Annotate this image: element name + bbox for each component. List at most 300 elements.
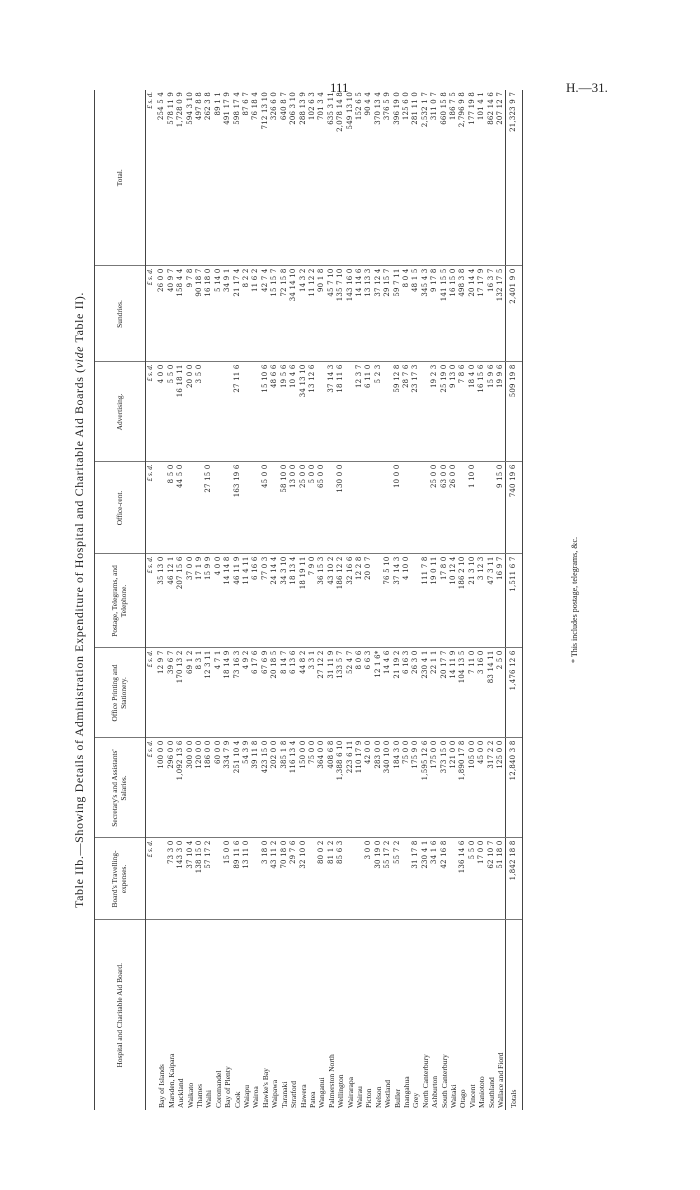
table-cell: 19 2 3	[430, 364, 439, 388]
table-cell: 31 11 9	[326, 650, 335, 679]
column-header-postage: Postage, Telegrams, and Telephone.	[95, 554, 146, 648]
table-cell: Patea	[307, 1091, 317, 1108]
table-cell: Vincent	[467, 1084, 477, 1108]
table-cell: 44 5 0	[176, 464, 185, 488]
table-cell: 45 0 0	[260, 464, 269, 488]
table-cell: 130 0 0	[336, 464, 345, 493]
board-name-column	[155, 920, 506, 1110]
table-cell: 89 11 6	[232, 840, 241, 869]
table-cell: 42 16 8	[439, 840, 448, 869]
total-column	[155, 90, 506, 266]
table-cell: Cook	[232, 1091, 242, 1108]
table-cell: 170 13 2	[176, 650, 185, 684]
table-cell: Wairau	[354, 1086, 364, 1108]
table-cell: 3 3 1	[307, 650, 316, 670]
table-cell: 21 3 10	[467, 556, 476, 585]
table-cell: 175 0 0	[430, 740, 439, 769]
table-cell: 67 6 9	[260, 650, 269, 674]
table-cell: 594 3 10	[185, 92, 194, 125]
table-cell: 143 16 0	[345, 268, 354, 302]
printing-column	[155, 648, 506, 738]
table-cell: Wanganui	[317, 1077, 327, 1108]
table-cell	[383, 365, 392, 460]
table-cell: 8 2 2	[242, 268, 251, 288]
table-cell	[383, 465, 392, 552]
table-cell: 32 16 6	[345, 556, 354, 585]
table-cell: 73 16 3	[232, 650, 241, 679]
table-cell: 15 9 9	[204, 556, 213, 580]
table-cell: 15 9 6	[486, 364, 495, 388]
table-cell: 100 0 0	[157, 740, 166, 769]
table-cell: 5 5 0	[166, 364, 175, 384]
table-cell: Buller	[392, 1089, 402, 1108]
table-cell: 62 10 7	[486, 840, 495, 869]
table-cell: 9 7 8	[185, 268, 194, 288]
column-header-travelling: Board's Travelling-expenses.	[95, 838, 146, 920]
table-cell	[421, 365, 430, 460]
units-cell: £ s. d.	[146, 648, 156, 738]
table-cell: 34 1 6	[430, 840, 439, 864]
table-cell: 9 13 0	[449, 364, 457, 388]
table-cell: 15 10 6	[260, 364, 269, 393]
table-cell: 83 14 11	[486, 650, 495, 684]
table-cell: 13 13 3	[364, 268, 373, 297]
totals-advertising: 509 19 8	[506, 362, 522, 462]
table-cell: 121 0 0	[449, 740, 457, 769]
table-cell: 423 15 0	[260, 740, 269, 774]
table-cell: 59 12 8	[392, 364, 401, 393]
table-cell: 141 15 5	[439, 268, 448, 302]
table-cell: 150 0 0	[298, 740, 307, 769]
table-cell: 20 0 0	[185, 364, 194, 388]
table-cell	[214, 465, 223, 552]
table-cell: 340 10 0	[383, 740, 392, 774]
table-cell: 39 6 7	[166, 650, 175, 674]
table-cell	[421, 465, 430, 552]
table-cell: 65 0 0	[317, 464, 326, 488]
table-cell: 184 3 0	[392, 740, 401, 769]
table-cell: 498 3 8	[458, 268, 467, 297]
table-cell: 23 17 3	[411, 364, 420, 393]
table-cell: Stratford	[289, 1081, 299, 1108]
table-cell: 8 14 7	[279, 650, 288, 674]
table-cell: Waipawa	[270, 1079, 280, 1108]
table-cell: 39 11 8	[251, 740, 260, 769]
table-cell: 46 11 9	[232, 556, 241, 585]
table-cell	[204, 365, 213, 460]
table-cell: 20 0 7	[364, 556, 373, 580]
totals-total: 21,323 9 7	[506, 90, 522, 266]
table-cell: 14 14 8	[223, 556, 232, 585]
table-cell: 10 12 4	[449, 556, 457, 585]
totals-postage: 1,511 6 7	[506, 554, 522, 648]
table-cell: 1,388 6 10	[336, 740, 345, 781]
table-cell: 578 11 9	[166, 92, 175, 125]
units-cell: £ s. d.	[146, 362, 156, 462]
table-cell: 6 6 3	[364, 650, 373, 670]
table-cell: 11 4 11	[242, 556, 251, 585]
table-cell: 15 15 7	[270, 268, 279, 297]
travelling-column	[155, 838, 506, 920]
table-cell: 12 3 7	[354, 364, 363, 388]
table-cell: 36 15 3	[317, 556, 326, 585]
table-cell: 2,796 9 8	[458, 92, 467, 128]
table-cell: 34 13 10	[298, 364, 307, 398]
table-cell: 73 3 0	[166, 840, 175, 864]
table-cell: 18 14 9	[223, 650, 232, 679]
table-cell: 25 0 0	[298, 464, 307, 488]
table-cell	[251, 365, 260, 460]
table-cell: 27 12 2	[317, 650, 326, 679]
table-cell: Wallace and Fiord	[496, 1052, 506, 1108]
table-cell: 311 0 7	[430, 92, 439, 121]
table-cell: 186 7 5	[449, 92, 457, 121]
table-cell: 125 6 0	[401, 92, 410, 121]
table-cell	[487, 465, 496, 552]
table-cell: Hawke's Bay	[260, 1068, 270, 1108]
page-reference: H.—31.	[566, 80, 608, 95]
table-cell: 51 18 0	[496, 840, 505, 869]
table-cell: 281 11 0	[411, 92, 420, 125]
table-cell: Hawera	[298, 1084, 308, 1108]
table-cell: 26 3 0	[411, 650, 420, 674]
body-row	[155, 90, 506, 1110]
table-cell: 11 12 2	[307, 268, 316, 297]
table-cell: 37 0 0	[185, 556, 194, 580]
table-cell	[458, 465, 467, 552]
table-cell: 143 3 0	[176, 840, 185, 869]
table-cell: 3 5 0	[195, 364, 204, 384]
table-cell: 4 0 0	[157, 364, 166, 384]
table-cell: North Canterbury	[420, 1054, 430, 1108]
table-cell: 55 17 2	[383, 840, 392, 869]
units-cell	[146, 920, 156, 1110]
table-cell: 47 3 11	[486, 556, 495, 585]
table-cell: 701 3 4	[317, 92, 326, 121]
table-cell: 42 7 4	[260, 268, 269, 292]
rent-column	[155, 462, 506, 554]
table-cell: 4 7 1	[213, 650, 222, 670]
table-cell	[308, 841, 317, 918]
table-cell: 15 0 0	[223, 840, 232, 864]
table-cell: 59 7 11	[392, 268, 401, 297]
table-cell: 12 9 7	[157, 650, 166, 674]
table-cell: 18 4 0	[467, 364, 476, 388]
table-cell: 12 3 11	[204, 650, 213, 679]
table-cell: 364 0 0	[317, 740, 326, 769]
table-cell: 135 7 10	[336, 268, 345, 302]
table-cell: 40 9 7	[166, 268, 175, 292]
table-cell: 300 0 0	[185, 740, 194, 769]
table-cell: 2,078 14 8	[336, 92, 345, 132]
table-cell: 3 0 0	[364, 840, 373, 860]
table-cell	[251, 841, 260, 918]
table-cell: 29 7 6	[289, 840, 298, 864]
table-cell: 22 1 1	[430, 650, 439, 674]
table-cell: 45 7 10	[326, 268, 335, 297]
table-cell: 3 16 0	[477, 650, 486, 674]
table-cell: 34 9 1	[223, 268, 232, 292]
salaries-column	[155, 738, 506, 838]
table-cell: 27 15 0	[204, 464, 213, 493]
table-cell: 85 6 3	[336, 840, 345, 864]
table-cell: Nelson	[373, 1086, 383, 1108]
table-cell: 90 1 8	[317, 268, 326, 292]
table-cell: 46 12 1	[166, 556, 175, 585]
footnote: * This includes postage, telegrams, &c.	[570, 536, 579, 664]
table-cell: 20 14 4	[467, 268, 476, 297]
table-cell: 5 0 0	[307, 464, 316, 484]
table-cell: Waihi	[204, 1090, 214, 1108]
table-cell: Bay of Plenty	[223, 1066, 233, 1108]
table-cell: Maniototo	[477, 1076, 487, 1108]
table-cell: 58 10 0	[279, 464, 288, 493]
table-cell: 80 0 2	[317, 840, 326, 864]
table-cell	[449, 841, 458, 918]
table-cell: 396 19 0	[392, 92, 401, 125]
table-cell: Otago	[458, 1089, 468, 1108]
table-cell: 16 18 0	[204, 268, 213, 297]
table-cell: Ashburton	[430, 1075, 440, 1108]
table-cell: 598 17 4	[232, 92, 241, 125]
table-cell: Taranaki	[279, 1081, 289, 1108]
table-cell	[346, 365, 355, 460]
table-cell: 12 1 6*	[373, 650, 382, 678]
table-cell: 20 17 7	[439, 650, 448, 679]
table-cell: 1,595 12 6	[420, 740, 429, 781]
table-cell: 2 5 0	[496, 650, 505, 670]
table-cell: 9 17 8	[430, 268, 439, 292]
table-cell: 42 0 0	[364, 740, 373, 764]
table-cell: 296 0 0	[166, 740, 175, 769]
table-cell	[355, 465, 364, 552]
table-cell: Palmerston North	[326, 1054, 336, 1108]
table-cell: 20 18 5	[270, 650, 279, 679]
column-header-sundries: Sundries.	[95, 266, 146, 362]
page-number: 111	[330, 80, 349, 95]
table-cell: 177 19 8	[467, 92, 476, 125]
postage-column	[155, 554, 506, 648]
table-cell	[214, 365, 223, 460]
table-cell: 202 0 0	[270, 740, 279, 769]
table-cell: 6 13 6	[289, 650, 298, 674]
table-cell: 14 14 6	[354, 268, 363, 297]
table-cell: 116 13 4	[289, 740, 298, 774]
table-cell	[270, 465, 279, 552]
table-cell: Grey	[411, 1092, 421, 1108]
table-cell: 186 0 0	[204, 740, 213, 769]
table-cell: Wellington	[336, 1074, 346, 1108]
table-cell: 5 2 3	[373, 364, 382, 384]
table-cell: 206 3 10	[289, 92, 298, 125]
column-header-rent: Office-rent.	[95, 462, 146, 554]
table-cell: 8 0 6	[354, 650, 363, 670]
table-cell: 549 13 10	[345, 92, 354, 130]
table-cell: 31 17 8	[411, 840, 420, 869]
table-cell: 9 15 0	[496, 464, 505, 488]
table-cell: 230 4 1	[420, 840, 429, 869]
table-cell: 1,890 17 8	[458, 740, 467, 781]
table-cell: Southland	[486, 1077, 496, 1108]
column-header-advertising: Advertising.	[95, 362, 146, 462]
table-cell: 345 4 3	[420, 268, 429, 297]
table-cell: 16 3 7	[486, 268, 495, 292]
table-cell: 48 1 5	[411, 268, 420, 292]
table-cell	[402, 841, 411, 918]
table-cell: Waitaki	[449, 1084, 458, 1108]
table-cell: 34 3 10	[279, 556, 288, 585]
table-cell: 16 9 7	[496, 556, 505, 580]
table-cell: Marsden, Kaipara	[166, 1053, 176, 1108]
table-cell: 29 15 7	[383, 268, 392, 297]
table-title-suffix: Table II).	[72, 292, 86, 346]
table-cell: 317 2 2	[486, 740, 495, 769]
table-cell: 16 18 11	[176, 364, 185, 398]
table-cell: 370 13 4	[373, 92, 382, 125]
table-cell	[364, 465, 373, 552]
units-row	[146, 90, 156, 1110]
table-cell: 120 0 0	[195, 740, 204, 769]
table-cell: Westland	[383, 1079, 393, 1108]
table-cell: 4 10 0	[401, 556, 410, 580]
table-cell	[411, 557, 420, 646]
table-cell: 44 8 2	[298, 650, 307, 674]
table-cell: 7 8 6	[458, 364, 467, 384]
table-cell: 3 12 3	[477, 556, 486, 580]
table-cell: 28 7 6	[401, 364, 410, 388]
column-header-board: Hospital and Charitable Aid Board.	[95, 920, 146, 1110]
table-cell	[346, 465, 355, 552]
table-cell: 75 0 0	[307, 740, 316, 764]
table-cell: 12 2 8	[354, 556, 363, 580]
table-cell: 18 13 4	[289, 556, 298, 585]
table-cell	[223, 465, 232, 552]
table-cell: 32 10 0	[298, 840, 307, 869]
table-cell: 26 0 0	[449, 464, 457, 488]
table-cell: 52 4 7	[345, 650, 354, 674]
totals-label: Totals	[506, 920, 522, 1110]
table-cell	[242, 465, 251, 552]
table-cell: 13 12 6	[307, 364, 316, 393]
table-cell: 712 13 10	[260, 92, 269, 130]
table-cell: South Canterbury	[439, 1054, 449, 1108]
totals-sundries: 2,401 9 0	[506, 266, 522, 362]
table-cell: 105 0 0	[467, 740, 476, 769]
table-cell: 21 19 2	[392, 650, 401, 679]
table-cell: 17 8 0	[439, 556, 448, 580]
table-cell: 186 12 2	[336, 556, 345, 590]
table-cell: 43 10 2	[326, 556, 335, 585]
table-cell: 326 6 0	[270, 92, 279, 121]
table-cell	[157, 841, 166, 918]
table-cell: 48 6 6	[270, 364, 279, 388]
table-cell: 1 10 0	[467, 464, 476, 488]
advertising-column	[155, 362, 506, 462]
table-cell	[317, 365, 326, 460]
totals-row	[506, 90, 522, 1110]
table-cell: Coromandel	[213, 1070, 223, 1108]
table-cell: 63 0 0	[439, 464, 448, 488]
table-cell: 7 11 0	[467, 650, 476, 674]
table-cell: 8 3 1	[195, 650, 204, 670]
table-cell: 35 13 0	[157, 556, 166, 585]
table-cell: 491 17 9	[223, 92, 232, 125]
table-cell: 8 0 4	[401, 268, 410, 288]
table-cell: 132 17 5	[496, 268, 505, 302]
table-cell: 76 5 10	[383, 556, 392, 585]
table-cell: 230 4 1	[420, 650, 429, 679]
table-cell: 207 12 7	[496, 92, 505, 125]
table-cell: 133 5 7	[336, 650, 345, 679]
column-header-printing: Office Printing and Stationery.	[95, 648, 146, 738]
table-cell: 87 6 7	[242, 92, 251, 116]
table-cell: 69 1 2	[185, 650, 194, 674]
table-title	[72, 90, 87, 1110]
table-cell: 16 15 6	[477, 364, 486, 393]
table-cell: 19 5 6	[279, 364, 288, 388]
table-cell: 14 11 9	[449, 650, 457, 679]
table-cell: 18 11 6	[336, 364, 345, 393]
table-cell: 60 0 0	[213, 740, 222, 764]
table-cell	[346, 841, 355, 918]
table-cell: 24 14 4	[270, 556, 279, 585]
table-cell: 158 4 4	[176, 268, 185, 297]
table-cell: 110 17 9	[354, 740, 363, 774]
table-cell: 13 0 0	[289, 464, 298, 488]
table-cell: 207 15 6	[176, 556, 185, 590]
table-cell: 14 3 2	[298, 268, 307, 292]
table-cell: 37 12 4	[373, 268, 382, 297]
table-cell: 6 16 6	[251, 556, 260, 580]
table-cell: 136 14 6	[458, 840, 467, 874]
table-cell: 6 11 0	[364, 364, 373, 388]
table-cell: 862 14 6	[486, 92, 495, 125]
table-cell: 1,092 13 6	[176, 740, 185, 781]
table-cell: 81 1 2	[326, 840, 335, 864]
table-cell: 55 7 2	[392, 840, 401, 864]
header-row	[95, 90, 146, 1110]
table-cell: 408 6 8	[326, 740, 335, 769]
table-cell: 34 14 10	[289, 268, 298, 302]
table-cell: 385 1 8	[279, 740, 288, 769]
table-cell: 18 19 11	[298, 556, 307, 590]
table-cell: Picton	[364, 1088, 374, 1108]
table-cell: 90 4 4	[364, 92, 373, 116]
units-cell: £ s. d.	[146, 266, 156, 362]
table-cell: 14 4 6	[383, 650, 392, 674]
units-cell: £ s. d.	[146, 738, 156, 838]
rotated-table-container	[72, 90, 672, 1110]
table-cell: 19 9 6	[496, 364, 505, 388]
totals-travelling: 1,842 18 8	[506, 838, 522, 920]
table-cell: 660 15 8	[439, 92, 448, 125]
table-cell: 152 6 5	[354, 92, 363, 121]
table-cell	[214, 841, 223, 918]
table-cell: 25 19 0	[439, 364, 448, 393]
table-cell: 5 14 0	[213, 268, 222, 292]
table-cell	[186, 465, 195, 552]
table-cell: 17 0 0	[477, 840, 486, 864]
table-cell: 90 18 7	[195, 268, 204, 297]
table-cell: 254 5 4	[157, 92, 166, 121]
table-cell: 5 5 0	[467, 840, 476, 860]
column-header-salaries: Secretary's and Assistants' Salaries.	[95, 738, 146, 838]
table-cell	[411, 465, 420, 552]
table-cell: 104 13 5	[458, 650, 467, 684]
column-header-total: Total.	[95, 90, 146, 266]
table-cell: 175 9 0	[411, 740, 420, 769]
table-cell: 125 0 0	[496, 740, 505, 769]
